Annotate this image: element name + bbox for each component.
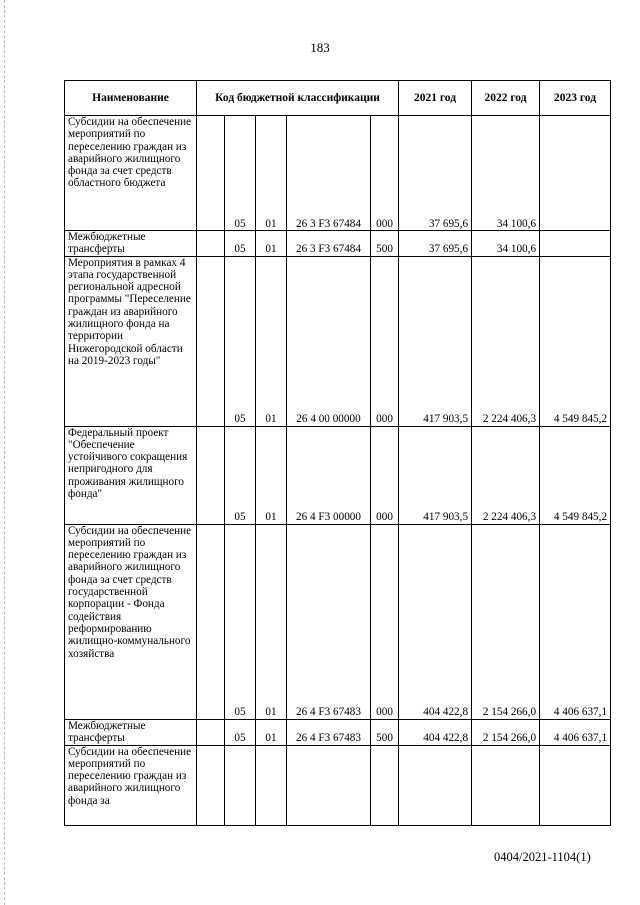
value-2023: 4 549 845,2	[540, 426, 611, 524]
code-spacer	[197, 116, 225, 231]
table-row	[65, 745, 611, 825]
value-2022	[472, 745, 540, 825]
table-row	[65, 256, 611, 426]
value-2021	[399, 745, 472, 825]
header-2021: 2021 год	[399, 81, 472, 116]
code-expense-type: 000	[371, 426, 399, 524]
document-code: 0404/2021-1104(1)	[494, 850, 591, 864]
code-target-article: 26 3 F3 67484	[287, 116, 371, 231]
code-subsection: 01	[256, 116, 287, 231]
page-number: 183	[310, 40, 330, 55]
code-spacer	[197, 524, 225, 719]
table-row	[65, 426, 611, 524]
code-expense-type: 500	[371, 231, 399, 257]
value-2021: 404 422,8	[399, 719, 472, 745]
table-header-row	[65, 81, 611, 116]
row-name: Мероприятия в рамках 4 этапа государственной региональной адресной программы "Переселение граждан из аварийного жилищного фонда на территории Нижегородской области на 2019-2023 годы"	[65, 256, 197, 426]
header-2022: 2022 год	[472, 81, 540, 116]
header-name: Наименование	[65, 81, 197, 116]
budget-table	[64, 80, 611, 826]
value-2022: 2 154 266,0	[472, 719, 540, 745]
value-2023: 4 549 845,2	[540, 256, 611, 426]
code-spacer	[197, 426, 225, 524]
code-expense-type: 000	[371, 116, 399, 231]
code-section: 05	[225, 719, 256, 745]
row-name: Субсидии на обеспечение мероприятий по переселению граждан из аварийного жилищного фонда за	[65, 745, 197, 825]
value-2021: 37 695,6	[399, 116, 472, 231]
value-2022: 34 100,6	[472, 116, 540, 231]
page-margin-rule	[4, 0, 5, 905]
code-expense-type: 000	[371, 256, 399, 426]
code-spacer	[197, 256, 225, 426]
code-subsection: 01	[256, 426, 287, 524]
code-target-article: 26 4 F3 67483	[287, 719, 371, 745]
value-2022: 2 224 406,3	[472, 426, 540, 524]
value-2023: 4 406 637,1	[540, 524, 611, 719]
value-2023	[540, 116, 611, 231]
code-expense-type	[371, 745, 399, 825]
header-2023: 2023 год	[540, 81, 611, 116]
row-name: Субсидии на обеспечение мероприятий по переселению граждан из аварийного жилищного фонда за счет средств областного бюджета	[65, 116, 197, 231]
value-2021: 417 903,5	[399, 256, 472, 426]
header-code: Код бюджетной классификации	[197, 81, 399, 116]
code-target-article: 26 4 00 00000	[287, 256, 371, 426]
table-row	[65, 719, 611, 745]
table-row	[65, 116, 611, 231]
code-target-article: 26 3 F3 67484	[287, 231, 371, 257]
code-spacer	[197, 745, 225, 825]
value-2021: 404 422,8	[399, 524, 472, 719]
code-subsection: 01	[256, 256, 287, 426]
value-2021: 37 695,6	[399, 231, 472, 257]
value-2022: 2 154 266,0	[472, 524, 540, 719]
value-2023	[540, 231, 611, 257]
row-name: Межбюджетные трансферты	[65, 231, 197, 257]
code-subsection: 01	[256, 719, 287, 745]
value-2022: 2 224 406,3	[472, 256, 540, 426]
value-2021: 417 903,5	[399, 426, 472, 524]
code-subsection: 01	[256, 524, 287, 719]
table-row	[65, 231, 611, 257]
code-spacer	[197, 231, 225, 257]
code-section	[225, 745, 256, 825]
code-target-article: 26 4 F3 67483	[287, 524, 371, 719]
table-row	[65, 524, 611, 719]
code-target-article	[287, 745, 371, 825]
value-2023: 4 406 637,1	[540, 719, 611, 745]
code-section: 05	[225, 524, 256, 719]
code-section: 05	[225, 116, 256, 231]
code-expense-type: 000	[371, 524, 399, 719]
row-name: Межбюджетные трансферты	[65, 719, 197, 745]
code-section: 05	[225, 426, 256, 524]
code-expense-type: 500	[371, 719, 399, 745]
code-spacer	[197, 719, 225, 745]
row-name: Федеральный проект "Обеспечение устойчивого сокращения непригодного для проживания жилищного фонда"	[65, 426, 197, 524]
code-section: 05	[225, 256, 256, 426]
row-name: Субсидии на обеспечение мероприятий по переселению граждан из аварийного жилищного фонда за счет средств государственной корпорации - Фонда содействия реформированию жилищно-коммунального хозяйства	[65, 524, 197, 719]
code-subsection: 01	[256, 231, 287, 257]
value-2023	[540, 745, 611, 825]
code-target-article: 26 4 F3 00000	[287, 426, 371, 524]
code-section: 05	[225, 231, 256, 257]
code-subsection	[256, 745, 287, 825]
value-2022: 34 100,6	[472, 231, 540, 257]
